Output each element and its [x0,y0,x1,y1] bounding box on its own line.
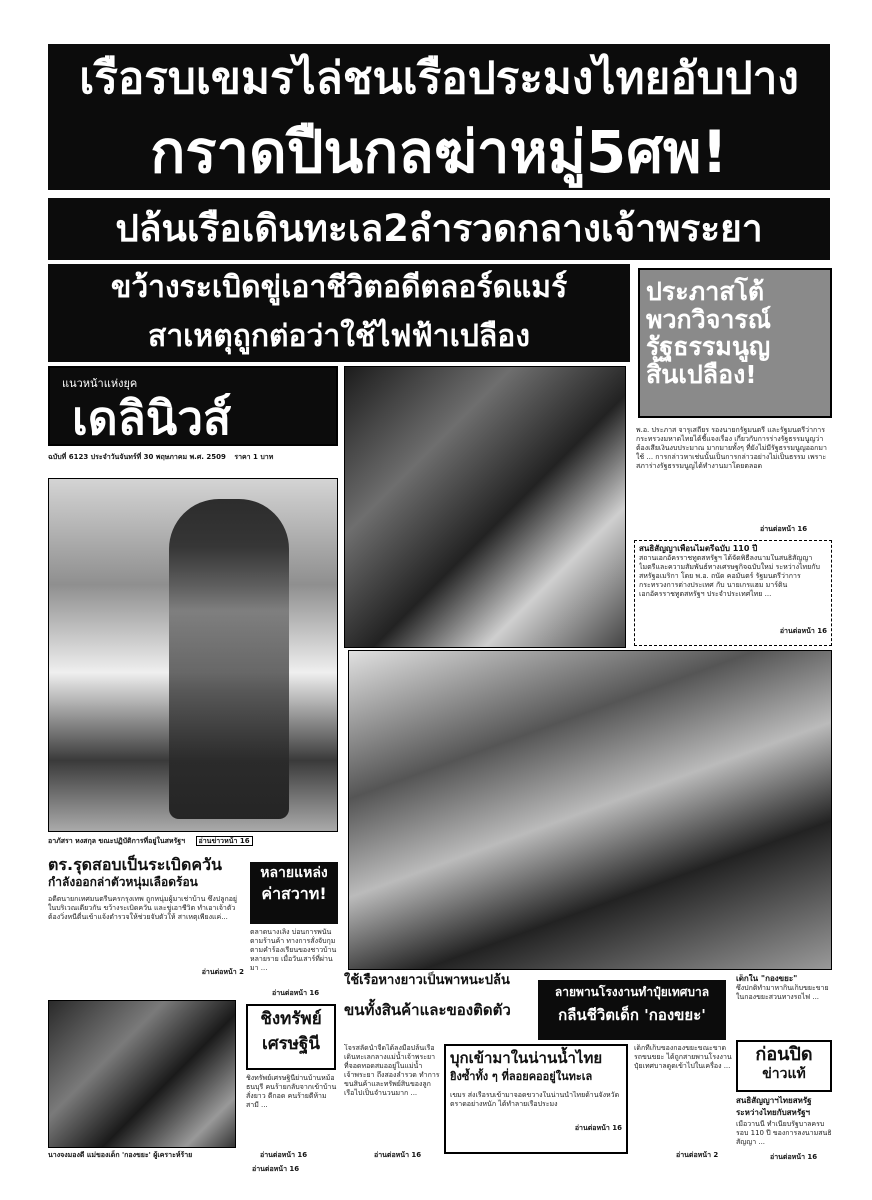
many-sources-ref: อ่านต่อหน้า 16 [272,989,320,997]
police-story [48,856,244,998]
gold-title-1: ชิงทรัพย์ [260,1009,322,1029]
mother-caption-text: นางจงมองดี แม่ของเด็ก 'กองขยะ' ผู้เคราะห์ร้าย [48,1151,193,1159]
headline-line-4a: ขว้างระเบิดขู่เอาชีวิตอดีตลอร์ดแมร์ [48,264,630,312]
police-body: อดีตนายกเทศมนตรีนครกรุงเทพ ถูกหนุ่มผู้มาเช่าบ้าน ซึ่งปลูกอยู่ในบริเวณเดียวกัน ขว้างระเบิดควัน และขู่เอาชีวิต ทำเอาเจ้าตัวต้องวิ่งหนีตื่นเข้าแจ้งตำรวจให้ช่วยจับตัวให้ สาเหตุเพียงแค่... [48,894,238,921]
factory-ref: อ่านต่อหน้า 2 [676,1151,719,1159]
sea-ref: อ่านต่อหน้า 16 [574,1123,622,1132]
issue-number: ฉบับที่ 6123 ประจำวันจันทร์ที่ 30 พฤษภาคม พ.ศ. 2509 [48,453,226,461]
children-caption-title: เด็กใน "กองขยะ" [736,974,798,983]
mother-ref: อ่านต่อหน้า 16 [252,1165,300,1173]
side-headline-line-1: ประภาสโต้ [646,277,765,306]
gold-box [246,1004,336,1070]
woman-caption-ref: อ่านข่าวหน้า 16 [196,836,253,846]
many-sources-title-2: ค่าสวาท! [261,884,327,904]
boat-ref: อ่านต่อหน้า 16 [374,1151,422,1159]
woman-photo [48,478,338,832]
children-caption-body: ซึ่งปกติทำมาหากินเก็บขยะขายในกองขยะสวนทางรถไฟ ... [736,984,829,1001]
woman-caption-text: อาภัสรา หงสกุล ขณะปฏิบัติการที่อยู่ในสหรัฐฯ [48,837,186,845]
side-headline-line-2: พวกวิจารณ์ [646,304,771,334]
masthead-tagline: แนวหน้าแห่งยุค [62,377,138,390]
woman-figure [169,499,289,819]
boat-headline-2: ขนทั้งสินค้าและของติดตัว [344,1001,511,1020]
brief-item-2: ระหว่างไทยกับสหรัฐฯ [736,1108,811,1117]
brief-body: เมื่อวานนี้ ทำเนียบรัฐบาลครบรอบ 110 ปี ของการลงนามสนธิสัญญา ... [736,1120,832,1146]
side-headline-line-4: สิ้นเปลือง! [646,359,757,389]
brief-item-1: สนธิสัญญาฯไทยสหรัฐ [736,1096,812,1105]
gold-body: ชิงทรัพย์เศรษฐินีย่านบ้านหม้อ ธนบุรี คนร้ายกลับจากเข้าบ้านสั่งยาว ตีกอด คนร้ายตีห้ามสามี ... [246,1074,337,1109]
brief-items [736,1096,832,1156]
headline-line-2: กราดปืนกลฆ่าหมู่5ศพ! [48,114,830,190]
treaty-signing-photo [344,366,626,648]
sea-headline-2: ยิงซ้ำทั้ง ๆ ที่ลอยคออยู่ในทะเล [450,1069,593,1083]
treaty-box-title: สนธิสัญญาเพื่อนไมตรีฉบับ 110 ปี [639,544,758,553]
factory-headline-1: ลายพานโรงงานทำปุ๋ยเทศบาล [554,985,710,999]
sea-headline-1: บุกเข้ามาในน่านน้ำไทย [450,1049,603,1067]
children-caption [736,974,832,1036]
masthead [48,366,338,446]
brief-title-1: ก่อนปิด [755,1044,813,1065]
headline-line-1: เรือรบเขมรไล่ชนเรือประมงไทยอับปาง [48,44,830,114]
woman-caption [48,836,338,850]
side-headline-line-3: รัฐธรรมนูญ [646,332,771,361]
side-headline-box [638,268,832,418]
boat-crowd-photo [348,650,832,970]
masthead-name: เดลินิวส์ [72,391,232,445]
boat-headline-1: ใช้เรือหางยาวเป็นพาหนะปล้น [344,973,510,988]
sea-box [444,1044,628,1154]
factory-body: เด็กที่เก็บของกองขยะขณะขาดรถขนขยะ ได้ถูกสายพานโรงงานปุ๋ยเทศบาลดูดเข้าไปในเครื่อง ... [634,1044,732,1070]
side-headline-body: พ.อ. ประภาส จารุเสถียร รองนายกรัฐมนตรี และรัฐมนตรีว่าการกระทรวงมหาดไทยได้ชี้แจงเรื่อง เกี่ยวกับการร่างรัฐธรรมนูญว่าต้องเสียเงินงบประมาณ มากมายทั้งๆ ที่ยังไม่มีรัฐธรรมนูญออกมาใช้ ... การกล่าวหาเช่นนั้นเป็นการกล่าวอย่างไม่เป็นธรรม เพราะสภาร่างรัฐธรรมนูญได้ทำงานมาโดยตลอด [636,426,827,470]
many-sources-box [250,862,338,924]
headline-line-3: ปล้นเรือเดินทะเล2ลำรวดกลางเจ้าพระยา [48,198,830,260]
brief-box [736,1040,832,1092]
many-sources-title-1: หลายแหล่ง [260,865,328,881]
mother-caption [48,1150,338,1164]
gold-title-2: เศรษฐินี [262,1033,320,1054]
sea-body: เขมร ส่งเรือรบเข้ามาจอดขวางในน่านน้ำไทยด้านจังหวัดตราดอย่างหนัก ได้ทำลายเรือประมง [450,1090,620,1108]
treaty-box [634,540,832,646]
issue-line [48,452,338,466]
treaty-box-body: สถานเอกอัครราชทูตสหรัฐฯ ได้จัดพิธีลงนามในสนธิสัญญาไมตรีและความสัมพันธ์ทางเศรษฐกิจฉบับใหม่ ระหว่างไทยกับสหรัฐอเมริกา โดย พ.อ. ถนัด คอมันตร์ รัฐมนตรีว่าการกระทรวงการต่างประเทศ กับ นายเกรแฮม มาร์ติน เอกอัครราชทูตสหรัฐฯ ประจำประเทศไทย ... [639,554,820,598]
many-sources-body: ตลาดนางเลิ้ง บ่อนการพนันตามร้านค้า ทางการสั่งจับกุมตามคำร้องเรียนของชาวบ้านหลายราย เมื่อวันเสาร์ที่ผ่านมา ... [250,928,337,972]
gold-ref: อ่านต่อหน้า 16 [260,1151,308,1159]
factory-headline-2: กลืนชีวิตเด็ก 'กองขยะ' [558,1006,706,1025]
issue-price: ราคา 1 บาท [234,453,274,461]
side-headline-ref: อ่านต่อหน้า 16 [760,525,808,533]
police-headline-2: กำลังออกล่าตัวหนุ่มเลือดร้อน [48,874,198,889]
headline-line-4b: สาเหตุถูกต่อว่าใช้ไฟฟ้าเปลือง [48,312,630,362]
boat-body: โจรสลัดน้ำจืดได้ลงมือปล้นเรือเดินทะเลกลางแม่น้ำเจ้าพระยา ที่จอดทอดสมออยู่ในแม่น้ำเจ้าพระยา ถึงสองลำรวด ทำการขนสินค้าและทรัพย์สินของลูกเรือไปเป็นจำนวนมาก ... [344,1044,440,1097]
treaty-box-ref: อ่านต่อหน้า 16 [779,627,827,635]
police-headline-1: ตร.รุดสอบเป็นระเบิดควัน [48,855,222,874]
brief-title-2: ข่าวแท้ [762,1065,806,1082]
brief-ref: อ่านต่อหน้า 16 [770,1153,818,1161]
boat-story [344,974,532,1040]
mother-photo [48,1000,236,1148]
factory-box [538,980,726,1040]
police-ref: อ่านต่อหน้า 2 [201,967,244,976]
